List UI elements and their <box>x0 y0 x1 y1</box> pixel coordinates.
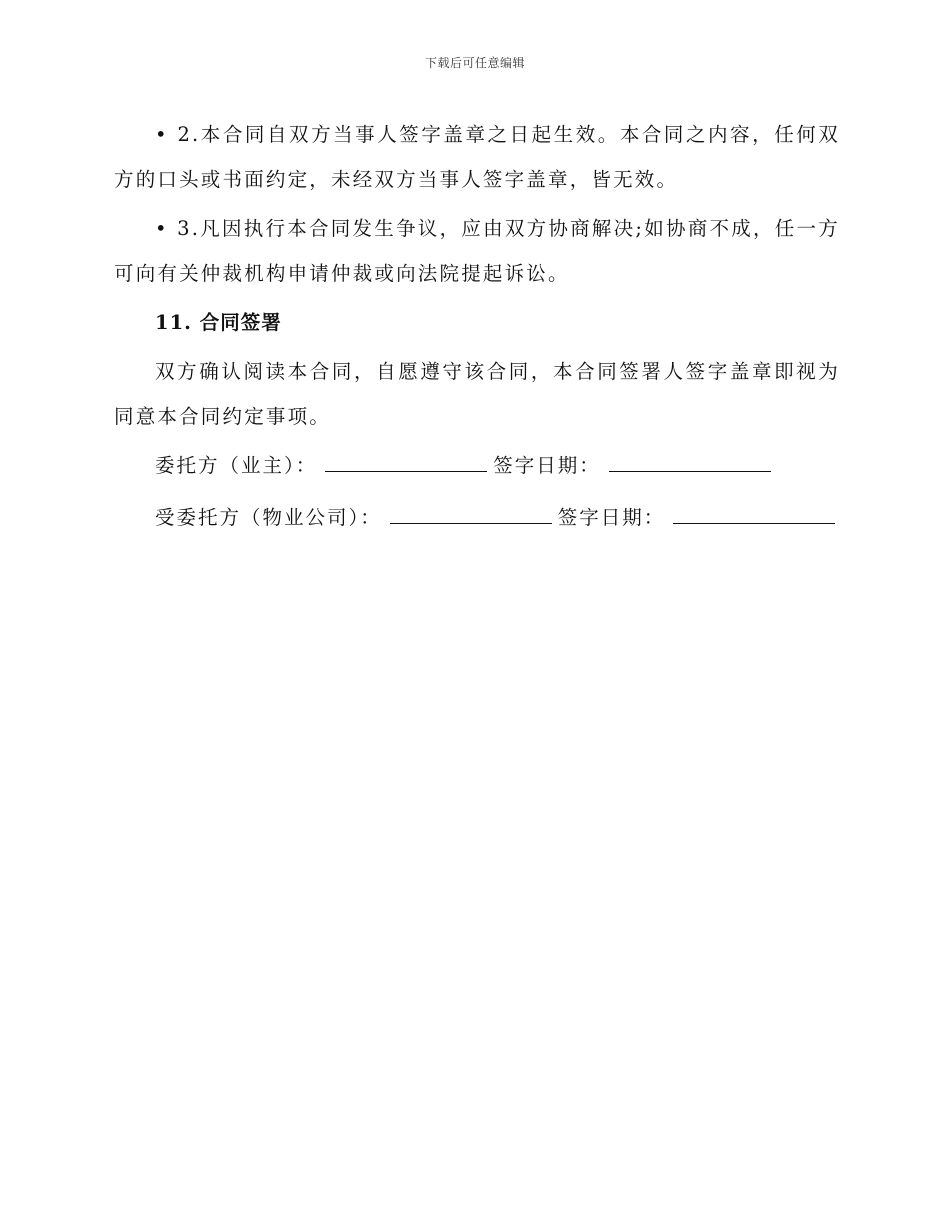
section-body: 双方确认阅读本合同，自愿遵守该合同，本合同签署人签字盖章即视为同意本合同约定事项。 <box>114 360 840 428</box>
client-party-label: 委托方（业主）： <box>155 454 318 477</box>
client-date-blank <box>609 453 771 472</box>
document-body <box>114 112 840 547</box>
client-signature-blank <box>325 453 487 472</box>
signature-line-client <box>155 443 840 488</box>
clause-3: • 3.凡因执行本合同发生争议，应由双方协商解决;如协商不成，任一方可向有关仲裁机构申请仲裁或向法院提起诉讼。 <box>114 217 840 285</box>
company-date-label: 签字日期： <box>557 506 666 529</box>
page-header: 下载后可任意编辑 <box>424 56 525 70</box>
client-date-label: 签字日期： <box>493 454 601 477</box>
company-party-label: 受委托方（物业公司）： <box>155 506 382 529</box>
clause-2: • 2.本合同自双方当事人签字盖章之日起生效。本合同之内容，任何双方的口头或书面约定，未经双方当事人签字盖章，皆无效。 <box>114 123 840 191</box>
company-signature-blank <box>390 505 552 524</box>
section-title: 11. 合同签署 <box>155 311 282 334</box>
signature-line-company <box>155 495 840 540</box>
company-date-blank <box>673 505 835 524</box>
